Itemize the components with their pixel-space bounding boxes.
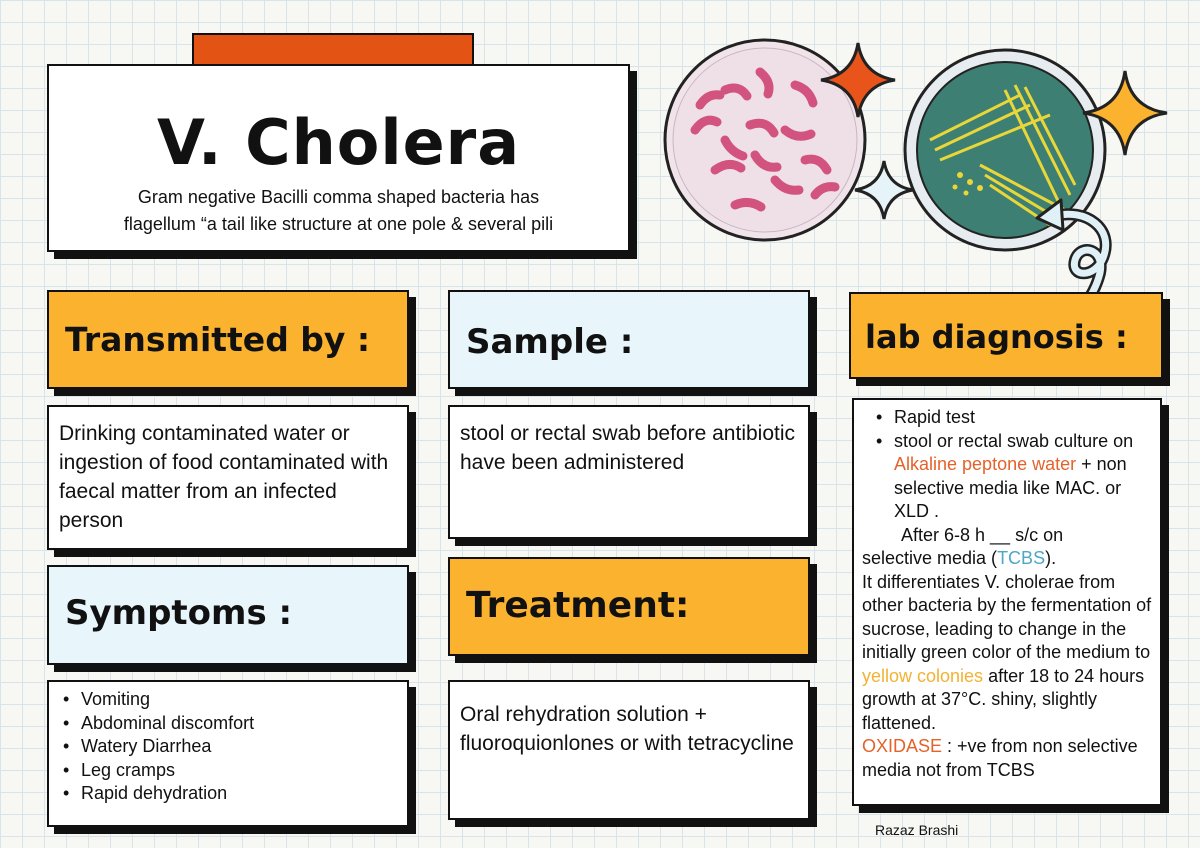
list-item	[854, 430, 1152, 524]
lab-diagnosis-card	[852, 398, 1162, 806]
sample-text: stool or rectal swab before antibiotic have been administered	[460, 422, 796, 474]
lab-diagnosis-header	[849, 292, 1163, 379]
treatment-heading: Treatment:	[466, 585, 690, 626]
subtitle-line-1: Gram negative Bacilli comma shaped bacteria has	[137, 187, 540, 207]
page-subtitle	[49, 184, 628, 238]
lab-diagnosis-heading: lab diagnosis :	[865, 318, 1128, 356]
treatment-header	[448, 557, 810, 656]
culture-text: stool or rectal swab culture on	[894, 430, 1134, 451]
treatment-card	[448, 680, 810, 820]
selective-media-text: selective media (	[862, 548, 998, 568]
sample-card	[448, 405, 810, 539]
orange-sparkle-icon	[818, 40, 898, 120]
transmitted-header	[47, 290, 409, 389]
subtitle-line-2: flagellum “a tail like structure at one pole & several pili	[123, 214, 554, 234]
symptoms-card	[47, 680, 409, 827]
treatment-text: Oral rehydration solution + fluoroquionlones or with tetracycline	[460, 703, 794, 755]
yellow-sparkle-icon	[1080, 68, 1170, 158]
sample-header	[448, 290, 810, 389]
list-item: • Abdominal discomfort	[55, 712, 401, 736]
list-item	[854, 406, 1152, 430]
transmitted-card	[47, 405, 409, 550]
sample-heading: Sample :	[466, 322, 634, 362]
rapid-test-text: Rapid test	[894, 407, 976, 427]
list-item: • Leg cramps	[55, 759, 401, 783]
transmitted-text: Drinking contaminated water or ingestion of food contaminated with faecal matter from an infected person	[59, 422, 389, 532]
list-item: • Rapid dehydration	[55, 782, 401, 806]
culture-text-end: + non selective media like MAC. or XLD .	[894, 454, 1127, 521]
differentiation-text-end: after 18 to 24 hours growth at 37°C. shiny, slightly flattened.	[862, 665, 1145, 733]
symptoms-heading: Symptoms :	[65, 593, 293, 633]
transmitted-heading: Transmitted by :	[65, 320, 371, 359]
page-title: V. Cholera	[156, 106, 521, 179]
title-card	[47, 64, 630, 252]
oxidase-text: : +ve from non selective media not from TCBS	[862, 736, 1138, 780]
lab-diagnosis-list	[854, 406, 1152, 524]
differentiation-paragraph	[862, 571, 1152, 736]
author-credit: Razaz Brashi	[875, 822, 959, 838]
list-item: • Watery Diarrhea	[55, 735, 401, 759]
symptoms-header	[47, 565, 409, 665]
list-item: • Vomiting	[55, 688, 401, 712]
yellow-colonies-highlight: yellow colonies	[862, 665, 984, 686]
oxidase-label: OXIDASE	[862, 736, 943, 756]
symptoms-list	[55, 688, 401, 806]
tcbs-highlight: TCBS	[997, 548, 1046, 568]
after-line: After 6-8 h __ s/c on	[901, 524, 1064, 545]
differentiation-text: It differentiates V. cholerae from other bacteria by the fermentation of sucrose, leading to change in the initially green color of the medium to	[862, 571, 1152, 662]
alkaline-peptone-highlight: Alkaline peptone water	[894, 454, 1077, 474]
oxidase-paragraph	[862, 735, 1152, 782]
selective-media-end: ).	[1045, 548, 1057, 568]
selective-media-line	[862, 547, 1152, 571]
